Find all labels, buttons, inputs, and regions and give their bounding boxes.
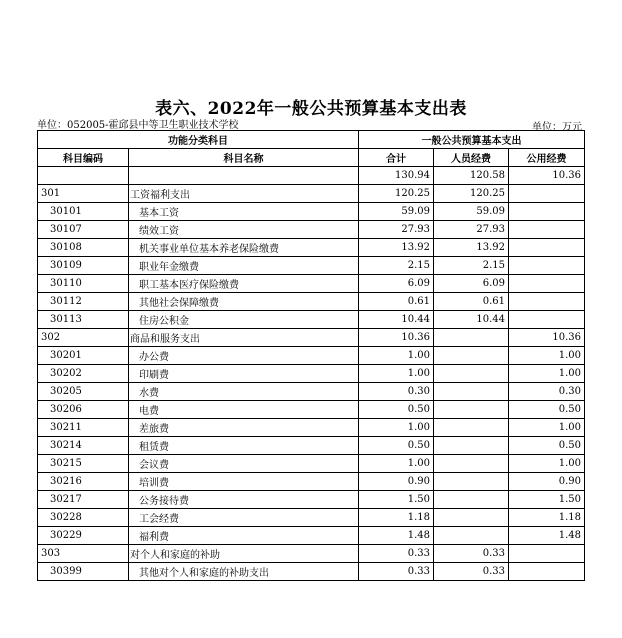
cell-total: 1.18 xyxy=(359,509,434,527)
cell-subject-code: 30399 xyxy=(38,563,129,581)
cell-total: 1.48 xyxy=(359,527,434,545)
cell-personnel: 0.61 xyxy=(434,293,509,311)
cell-subject-name: 基本工资 xyxy=(129,203,359,221)
cell-subject-name: 差旅费 xyxy=(129,419,359,437)
table-row xyxy=(38,545,585,563)
unit-label-org: 单位：052005-霍邱县中等卫生职业技术学校 xyxy=(37,120,239,131)
table-row xyxy=(38,473,585,491)
cell-public: 0.90 xyxy=(509,473,585,491)
cell-subject-name: 其他社会保障缴费 xyxy=(129,293,359,311)
table-row xyxy=(38,437,585,455)
cell-total: 0.90 xyxy=(359,473,434,491)
cell-subject-name: 培训费 xyxy=(129,473,359,491)
cell-public: 0.30 xyxy=(509,383,585,401)
header-total: 合计 xyxy=(359,149,434,167)
cell-public: 0.50 xyxy=(509,437,585,455)
cell-subject-code: 30228 xyxy=(38,509,129,527)
cell-personnel: 10.44 xyxy=(434,311,509,329)
cell-total: 0.33 xyxy=(359,545,434,563)
cell-subject-code: 30215 xyxy=(38,455,129,473)
cell-subject-code: 301 xyxy=(38,185,129,203)
table-row xyxy=(38,365,585,383)
budget-table xyxy=(37,130,585,581)
header-row-group xyxy=(38,131,585,149)
cell-subject-name: 机关事业单位基本养老保险缴费 xyxy=(129,239,359,257)
table-row xyxy=(38,419,585,437)
cell-subject-code: 30113 xyxy=(38,311,129,329)
cell-subject-name: 住房公积金 xyxy=(129,311,359,329)
cell-personnel xyxy=(434,491,509,509)
cell-total: 6.09 xyxy=(359,275,434,293)
cell-public: 1.00 xyxy=(509,419,585,437)
cell-total: 1.00 xyxy=(359,365,434,383)
cell-personnel: 6.09 xyxy=(434,275,509,293)
cell-public xyxy=(509,563,585,581)
table-row xyxy=(38,203,585,221)
cell-public xyxy=(509,275,585,293)
cell-public: 1.00 xyxy=(509,347,585,365)
cell-subject-code: 30202 xyxy=(38,365,129,383)
cell-public: 0.50 xyxy=(509,401,585,419)
cell-personnel xyxy=(434,365,509,383)
cell-public: 1.48 xyxy=(509,527,585,545)
table-row xyxy=(38,527,585,545)
header-personnel: 人员经费 xyxy=(434,149,509,167)
cell-personnel: 120.58 xyxy=(434,167,509,185)
cell-subject-name: 工资福利支出 xyxy=(129,185,359,203)
table-row xyxy=(38,455,585,473)
table-row xyxy=(38,509,585,527)
header-public: 公用经费 xyxy=(509,149,585,167)
cell-personnel: 13.92 xyxy=(434,239,509,257)
page-title: 表六、2022年一般公共预算基本支出表 xyxy=(155,99,467,119)
table-row xyxy=(38,239,585,257)
cell-personnel: 2.15 xyxy=(434,257,509,275)
cell-total: 27.93 xyxy=(359,221,434,239)
header-row-columns xyxy=(38,149,585,167)
cell-subject-code: 30217 xyxy=(38,491,129,509)
cell-subject-code: 30216 xyxy=(38,473,129,491)
cell-personnel xyxy=(434,383,509,401)
cell-subject-code: 30101 xyxy=(38,203,129,221)
table-row xyxy=(38,275,585,293)
cell-total: 0.30 xyxy=(359,383,434,401)
table-row xyxy=(38,347,585,365)
cell-personnel xyxy=(434,419,509,437)
cell-public: 10.36 xyxy=(509,167,585,185)
cell-personnel: 27.93 xyxy=(434,221,509,239)
cell-total: 1.00 xyxy=(359,455,434,473)
cell-subject-code: 30211 xyxy=(38,419,129,437)
cell-personnel xyxy=(434,329,509,347)
cell-subject-code: 302 xyxy=(38,329,129,347)
cell-public: 1.18 xyxy=(509,509,585,527)
cell-personnel xyxy=(434,527,509,545)
cell-personnel: 0.33 xyxy=(434,545,509,563)
cell-public xyxy=(509,293,585,311)
cell-total: 59.09 xyxy=(359,203,434,221)
cell-public xyxy=(509,221,585,239)
cell-subject-code: 303 xyxy=(38,545,129,563)
cell-total: 0.50 xyxy=(359,401,434,419)
cell-subject-name: 职工基本医疗保险缴费 xyxy=(129,275,359,293)
cell-subject-name: 公务接待费 xyxy=(129,491,359,509)
cell-public xyxy=(509,185,585,203)
cell-total: 0.33 xyxy=(359,563,434,581)
cell-subject-name: 商品和服务支出 xyxy=(129,329,359,347)
cell-subject-code: 30107 xyxy=(38,221,129,239)
cell-total: 1.00 xyxy=(359,347,434,365)
table-row xyxy=(38,383,585,401)
cell-subject-code: 30214 xyxy=(38,437,129,455)
cell-personnel xyxy=(434,347,509,365)
header-functional-classification: 功能分类科目 xyxy=(38,131,359,149)
cell-personnel xyxy=(434,401,509,419)
cell-subject-name: 办公费 xyxy=(129,347,359,365)
cell-personnel: 0.33 xyxy=(434,563,509,581)
table-row xyxy=(38,329,585,347)
cell-subject-name: 福利费 xyxy=(129,527,359,545)
header-subject-code: 科目编码 xyxy=(38,149,129,167)
cell-subject-name: 印刷费 xyxy=(129,365,359,383)
cell-subject-code: 30201 xyxy=(38,347,129,365)
cell-subject-code xyxy=(38,167,129,185)
cell-subject-code: 30109 xyxy=(38,257,129,275)
cell-public: 1.50 xyxy=(509,491,585,509)
cell-subject-name: 会议费 xyxy=(129,455,359,473)
cell-subject-name: 工会经费 xyxy=(129,509,359,527)
cell-subject-code: 30110 xyxy=(38,275,129,293)
cell-subject-code: 30108 xyxy=(38,239,129,257)
table-row xyxy=(38,293,585,311)
cell-personnel xyxy=(434,473,509,491)
table-row xyxy=(38,311,585,329)
cell-total: 130.94 xyxy=(359,167,434,185)
header-subject-name: 科目名称 xyxy=(129,149,359,167)
cell-total: 120.25 xyxy=(359,185,434,203)
cell-subject-name: 电费 xyxy=(129,401,359,419)
cell-public xyxy=(509,257,585,275)
table-row xyxy=(38,221,585,239)
cell-subject-code: 30206 xyxy=(38,401,129,419)
cell-personnel xyxy=(434,455,509,473)
cell-public: 10.36 xyxy=(509,329,585,347)
cell-subject-name xyxy=(129,167,359,185)
cell-subject-name: 职业年金缴费 xyxy=(129,257,359,275)
cell-total: 0.61 xyxy=(359,293,434,311)
table-row xyxy=(38,257,585,275)
unit-label-currency: 单位：万元 xyxy=(532,122,582,133)
cell-public xyxy=(509,239,585,257)
cell-total: 2.15 xyxy=(359,257,434,275)
cell-total: 13.92 xyxy=(359,239,434,257)
cell-total: 1.50 xyxy=(359,491,434,509)
cell-personnel xyxy=(434,437,509,455)
cell-subject-code: 30112 xyxy=(38,293,129,311)
table-row xyxy=(38,167,585,185)
cell-subject-name: 其他对个人和家庭的补助支出 xyxy=(129,563,359,581)
cell-personnel: 120.25 xyxy=(434,185,509,203)
cell-subject-name: 对个人和家庭的补助 xyxy=(129,545,359,563)
cell-public xyxy=(509,545,585,563)
cell-total: 10.36 xyxy=(359,329,434,347)
cell-total: 10.44 xyxy=(359,311,434,329)
cell-personnel xyxy=(434,509,509,527)
cell-public: 1.00 xyxy=(509,455,585,473)
table-row xyxy=(38,185,585,203)
table-body xyxy=(38,167,585,581)
header-general-budget: 一般公共预算基本支出 xyxy=(359,131,585,149)
table-row xyxy=(38,563,585,581)
cell-total: 0.50 xyxy=(359,437,434,455)
cell-public xyxy=(509,203,585,221)
cell-subject-code: 30205 xyxy=(38,383,129,401)
cell-subject-name: 水费 xyxy=(129,383,359,401)
cell-subject-name: 租赁费 xyxy=(129,437,359,455)
cell-total: 1.00 xyxy=(359,419,434,437)
table-row xyxy=(38,401,585,419)
cell-subject-name: 绩效工资 xyxy=(129,221,359,239)
cell-personnel: 59.09 xyxy=(434,203,509,221)
table-row xyxy=(38,491,585,509)
cell-public: 1.00 xyxy=(509,365,585,383)
cell-subject-code: 30229 xyxy=(38,527,129,545)
cell-public xyxy=(509,311,585,329)
